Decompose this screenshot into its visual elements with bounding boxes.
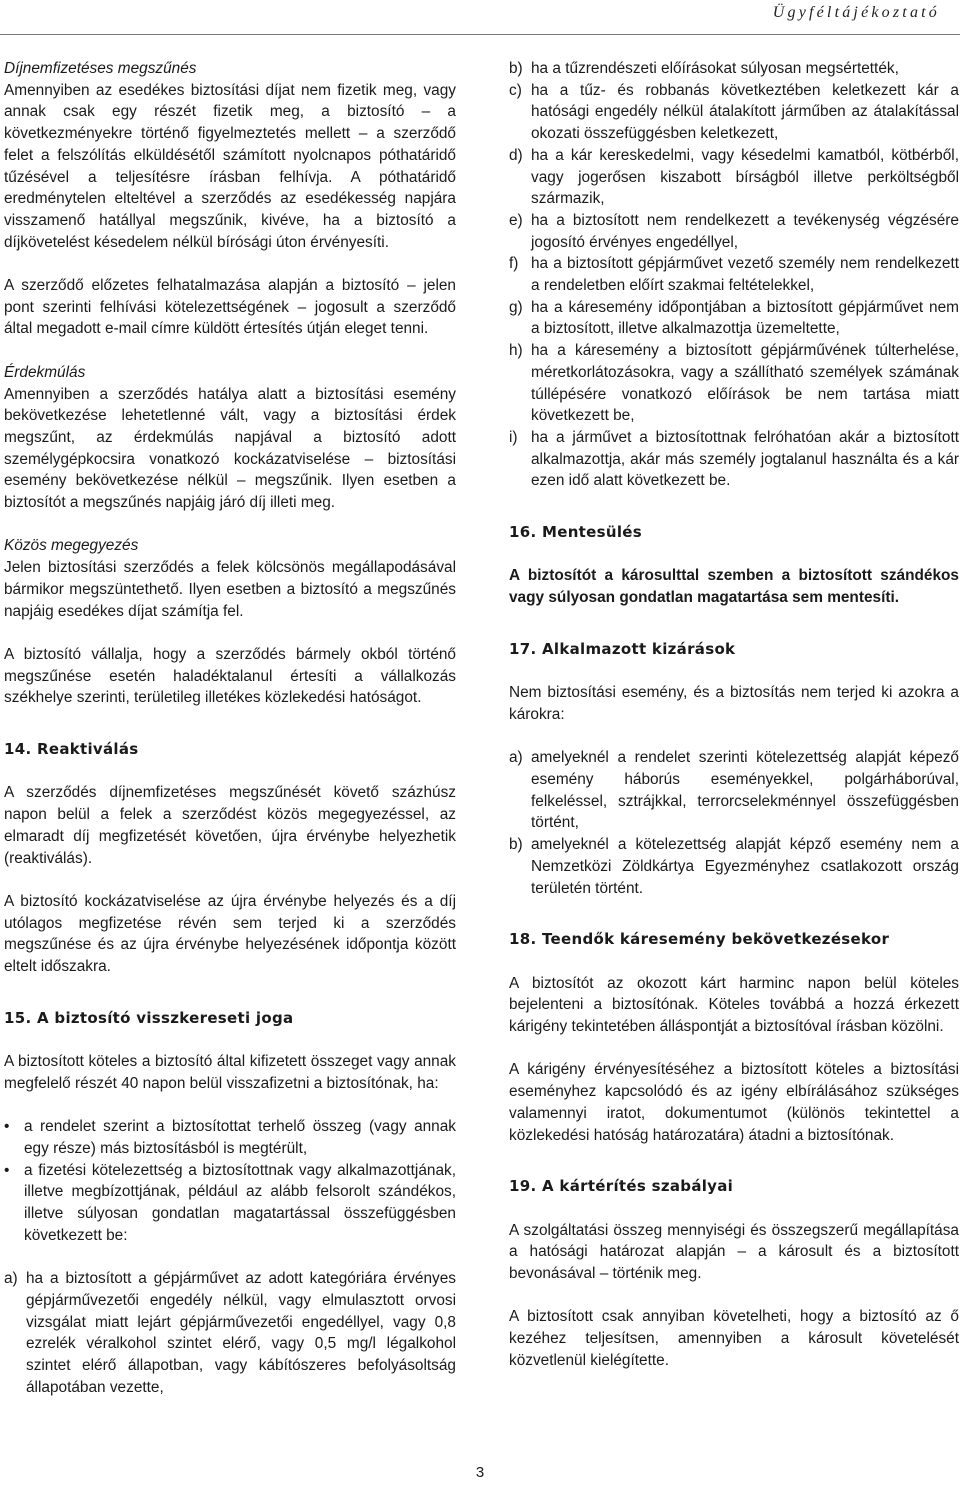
bullet-icon: • bbox=[4, 1118, 10, 1136]
paragraph: A szolgáltatási összeg mennyiségi és összegszerű megállapítása a hatósági határozat alapján – a károsult és a biztosított bevonásával – történik meg. bbox=[509, 1221, 959, 1283]
list-marker: b) bbox=[509, 836, 523, 854]
header-rule bbox=[0, 34, 960, 35]
paragraph: Amennyiben a szerződés hatálya alatt a biztosítási esemény bekövetkezése lehetetlenné vált, vagy a biztosítási érdek megszűnt, az érdekmúlás napjával a biztosító adott személygépkocsira vonatkozó kockázatviselése – biztosítási esemény bekövetkezése nélkül – megszűnik. Ilyen esetben a biztosítót a megszűnés napjáig járó díj illeti meg. bbox=[4, 385, 456, 512]
list-marker: a) bbox=[4, 1270, 18, 1288]
section-heading: 15. A biztosító visszkereseti joga bbox=[4, 1008, 294, 1027]
list-item bbox=[4, 1268, 456, 1398]
subsection-title: Közös megegyezés bbox=[4, 537, 139, 555]
paragraph: A kárigény érvényesítéséhez a biztosított köteles a biztosítási eseményhez kapcsolódó és az igény elbírálásához szükséges valamennyi iratot, dokumentumot (különös tekintettel a közlekedési hatóság határozatára) átadni a biztosítónak. bbox=[509, 1061, 959, 1144]
list-item bbox=[509, 747, 959, 834]
paragraph: A biztosítót az okozott kárt harminc napon belül köteles bejelenteni a biztosítónak. Köteles továbbá a hozzá érkezett kárigény tekintetében álláspontját a biztosítóval írásban közölni. bbox=[509, 974, 959, 1036]
paragraph: A szerződő előzetes felhatalmazása alapján a biztosító – jelen pont szerinti felhívási kötelezettségének – jogosult a szerződő által megadott e-mail címre küldött értesítés útján eleget tenni. bbox=[4, 277, 456, 338]
paragraph: Nem biztosítási esemény, és a biztosítás nem terjed ki azokra a károkra: bbox=[509, 684, 959, 723]
bullet-icon: • bbox=[4, 1161, 10, 1179]
list-item bbox=[509, 834, 959, 899]
list-item bbox=[509, 210, 959, 253]
list-item bbox=[509, 58, 959, 80]
list-item bbox=[509, 80, 959, 145]
paragraph: A biztosító kockázatviselése az újra érvénybe helyezés és a díj utólagos megfizetése révén sem terjed ki a szerződés megszűnése és az újra érvénybe helyezésének időpontja között eltelt időszakra. bbox=[4, 892, 456, 976]
left-column bbox=[4, 58, 456, 1398]
list-item bbox=[509, 340, 959, 427]
paragraph: A biztosító vállalja, hogy a szerződés bármely okból történő megszűnése esetén haladéktalanul értesíti a vállalkozás székhelye szerinti, területileg illetékes közlekedési hatóságot. bbox=[4, 645, 456, 707]
list-text: ha a tűzrendészeti előírásokat súlyosan megsértették, bbox=[531, 60, 899, 77]
list-item bbox=[509, 145, 959, 210]
list-marker: i) bbox=[509, 428, 518, 446]
list-item bbox=[509, 297, 959, 340]
list-marker: g) bbox=[509, 298, 523, 316]
list-text: ha a biztosított gépjárművet vezető személy nem rendelkezett a rendeletben előírt szakmai feltételekkel, bbox=[531, 255, 959, 295]
bullet-text: a rendelet szerint a biztosítottat terhelő összeg (vagy annak egy része) más biztosításból is megtérült, bbox=[24, 1118, 456, 1157]
list-marker: e) bbox=[509, 211, 523, 229]
section-heading: 14. Reaktiválás bbox=[4, 740, 139, 759]
list-text: amelyeknél a kötelezettség alapját képző esemény nem a Nemzetközi Zöldkártya Egyezményhez csatlakozott ország területén történt. bbox=[531, 836, 959, 897]
paragraph: A biztosított csak annyiban követelheti, hogy a biztosító az ő kezéhez teljesítsen, amennyiben a károsult követelését közvetlenül kielégítette. bbox=[509, 1308, 959, 1369]
paragraph: Amennyiben az esedékes biztosítási díjat nem fizetik meg, vagy annak csak egy részét fizetik meg, a biztosító – a következményekre történő figyelmeztetés mellett – a szerződő felet a felszólítás elküldésétől számított nyolcnapos póthatáridő tűzésével a teljesítésre írásban felhívja. A póthatáridő eredménytelen elteltével a szerződés az esedékesség napjára visszamenő hatállyal megszűnik, kivéve, ha a biztosító a díjkövetelést késedelem nélkül bírósági úton érvényesíti. bbox=[4, 81, 456, 251]
list-text: ha a tűz- és robbanás következtében keletkezett kár a hatósági engedély nélkül átalakított járműben az átalakítással okozati összefüggésben keletkezett, bbox=[531, 81, 959, 143]
list-marker: b) bbox=[509, 60, 523, 77]
section-heading: 18. Teendők káresemény bekövetkezésekor bbox=[509, 930, 890, 949]
subsection-title: Érdekmúlás bbox=[4, 363, 86, 381]
bullet-text: a fizetési kötelezettség a biztosítottnak vagy alkalmazottjának, illetve megbízottjának, például az alább felsorolt szándékos, illetve súlyosan gondatlan magatartással összefüggésben következett be: bbox=[24, 1161, 456, 1244]
list-marker: d) bbox=[509, 146, 523, 164]
bullet-item bbox=[4, 1160, 456, 1247]
paragraph: A biztosítót a károsulttal szemben a biztosított szándékos vagy súlyosan gondatlan magatartása sem mentesíti. bbox=[509, 567, 959, 607]
list-marker: c) bbox=[509, 81, 522, 99]
list-marker: h) bbox=[509, 342, 523, 360]
list-marker: a) bbox=[509, 749, 523, 767]
paragraph: A biztosított köteles a biztosító által kifizetett összeget vagy annak megfelelő részét 40 napon belül visszafizetni a biztosítónak, ha: bbox=[4, 1053, 456, 1092]
subsection-title: Díjnemfizetéses megszűnés bbox=[4, 60, 197, 77]
section-heading: 16. Mentesülés bbox=[509, 523, 642, 542]
right-column bbox=[509, 58, 959, 1372]
list-text: ha a kár kereskedelmi, vagy késedelmi kamatból, kötbérből, vagy jogerősen kiszabott bírságból illetve perköltségből származik, bbox=[531, 146, 959, 208]
section-heading: 17. Alkalmazott kizárások bbox=[509, 639, 736, 658]
page-number: 3 bbox=[475, 1464, 485, 1481]
list-text: ha a káresemény időpontjában a biztosított gépjárművet nem a biztosított, illetve alkalmazottja üzemeltette, bbox=[531, 298, 959, 338]
list-text: ha a káresemény a biztosított gépjárművének túlterhelése, méretkorlátozásokra, vagy a szállítható személyek számának túllépésére vonatkozó előírások be nem tartása miatt következett be, bbox=[531, 342, 959, 425]
bullet-item bbox=[4, 1116, 456, 1159]
list-item bbox=[509, 427, 959, 492]
list-item bbox=[509, 253, 959, 296]
paragraph: A szerződés díjnemfizetéses megszűnését követő százhúsz napon belül a felek a szerződést közös megegyezéssel, az elmaradt díj megfizetését követően, újra érvénybe helyezhetik (reaktiválás). bbox=[4, 784, 456, 867]
list-text: ha a biztosított nem rendelkezett a tevékenység végzésére jogosító érvényes engedéllyel, bbox=[531, 211, 959, 251]
running-header: Ügyféltájékoztató bbox=[772, 4, 940, 21]
section-heading: 19. A kártérítés szabályai bbox=[509, 1177, 734, 1196]
list-text: ha a járművet a biztosítottnak felróhatóan akár a biztosított alkalmazottja, akár más személy jogtalanul használta és a kár ezen idő alatt következett be. bbox=[531, 428, 959, 490]
list-text: ha a biztosított a gépjárművet az adott kategóriára érvényes gépjárművezetői engedély nélkül, vagy elmulasztott orvosi vizsgálat miatt lejárt gépjárművezetői engedéllyel, vagy 0,8 ezrelék véralkohol szintet elérő, vagy 0,5 mg/l légalkohol szintet elérő állapotban, vagy kábítószeres befolyásoltság állapotában vezette, bbox=[26, 1270, 456, 1396]
list-marker: f) bbox=[509, 255, 519, 273]
paragraph: Jelen biztosítási szerződés a felek kölcsönös megállapodásával bármikor megszüntethető. Ilyen esetben a biztosító a megszűnés napjáig esedékes díjat számítja fel. bbox=[4, 559, 456, 620]
list-text: amelyeknél a rendelet szerinti kötelezettség alapját képező esemény háborús eseményekkel, polgárháborúval, felkeléssel, sztrájkkal, terrorcselekménnyel összefüggésben történt, bbox=[531, 749, 959, 832]
